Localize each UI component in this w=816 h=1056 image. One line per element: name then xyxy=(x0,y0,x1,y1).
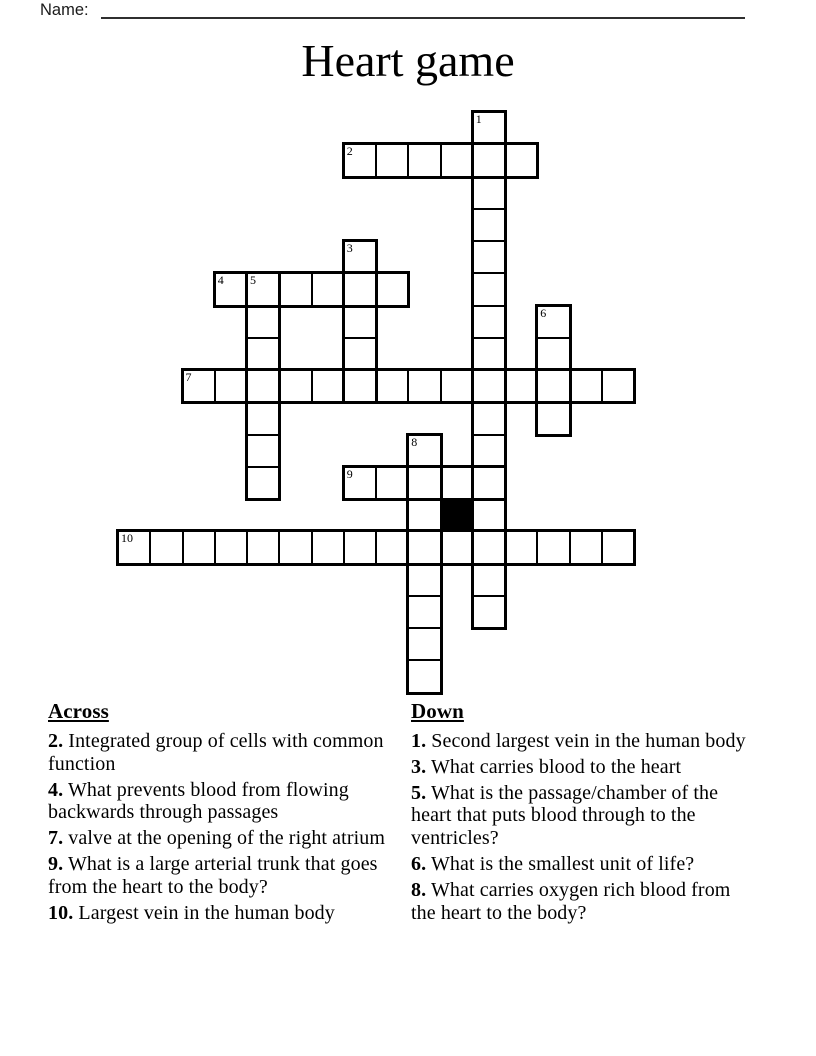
grid-cell[interactable] xyxy=(246,369,280,403)
clue-number-label: 5 xyxy=(250,273,256,288)
grid-cell[interactable] xyxy=(472,498,506,532)
grid-cell[interactable] xyxy=(407,659,441,693)
down-clue-item xyxy=(411,756,751,779)
grid-cell[interactable] xyxy=(214,369,248,403)
grid-cell[interactable] xyxy=(407,143,441,177)
grid-cell[interactable] xyxy=(343,272,377,306)
grid-cell[interactable] xyxy=(246,272,280,306)
grid-cell[interactable] xyxy=(246,466,280,500)
down-clue-item xyxy=(411,853,751,876)
clue-text: What is a large arterial trunk that goes from the heart to the body? xyxy=(48,852,378,898)
name-label: Name: xyxy=(40,1,89,19)
clue-number: 9. xyxy=(48,852,64,875)
grid-cell[interactable] xyxy=(246,337,280,371)
grid-cell[interactable] xyxy=(472,176,506,210)
grid-cell[interactable] xyxy=(343,337,377,371)
grid-cell[interactable] xyxy=(472,563,506,597)
grid-cell[interactable] xyxy=(375,466,409,500)
clue-number: 4. xyxy=(48,778,64,801)
clue-number: 2. xyxy=(48,729,64,752)
grid-cell[interactable] xyxy=(472,337,506,371)
down-clues xyxy=(411,700,751,927)
grid-cell[interactable] xyxy=(311,530,345,564)
clue-text: valve at the opening of the right atrium xyxy=(63,827,385,850)
grid-cell[interactable] xyxy=(504,369,538,403)
grid-cell[interactable] xyxy=(278,369,312,403)
grid-cell[interactable] xyxy=(407,563,441,597)
page-title: Heart game xyxy=(301,35,515,86)
grid-cell[interactable] xyxy=(375,272,409,306)
grid-cell[interactable] xyxy=(472,111,506,145)
grid-cell[interactable] xyxy=(407,498,441,532)
clue-text: What prevents blood from flowing backwards through passages xyxy=(48,778,349,824)
grid-cell[interactable] xyxy=(440,530,474,564)
across-heading: Across xyxy=(48,699,109,723)
across-clue-item xyxy=(48,827,416,850)
clue-number-label: 3 xyxy=(346,241,353,255)
grid-cell[interactable] xyxy=(407,595,441,629)
across-clue-item xyxy=(48,730,416,776)
grid-cell[interactable] xyxy=(504,143,538,177)
down-clue-item xyxy=(411,782,751,850)
clue-number-label: 4 xyxy=(217,273,224,288)
across-clue-item xyxy=(48,902,416,925)
grid-cell[interactable] xyxy=(407,434,441,468)
clue-number: 6. xyxy=(411,852,427,875)
down-clue-item xyxy=(411,879,751,925)
grid-cell[interactable] xyxy=(278,530,312,564)
clue-text: What is the smallest unit of life? xyxy=(426,852,695,875)
clue-number-label: 6 xyxy=(540,305,547,320)
grid-cell[interactable] xyxy=(569,369,603,403)
grid-cell[interactable] xyxy=(569,530,603,564)
across-clue-item xyxy=(48,853,416,899)
grid-cell[interactable] xyxy=(246,530,280,564)
grid-cell[interactable] xyxy=(311,272,345,306)
grid-cell[interactable] xyxy=(601,369,635,403)
grid-cell[interactable] xyxy=(472,595,506,629)
grid-cell[interactable] xyxy=(472,240,506,274)
clue-number: 3. xyxy=(411,755,427,778)
clue-text: Largest vein in the human body xyxy=(73,901,335,924)
grid-cell[interactable] xyxy=(246,305,280,339)
across-clue-list xyxy=(48,730,416,924)
grid-cell[interactable] xyxy=(472,434,506,468)
grid-cell[interactable] xyxy=(536,401,570,435)
clue-text: What is the passage/chamber of the heart that puts blood through to the ventricles? xyxy=(411,781,719,850)
grid-cell[interactable] xyxy=(311,369,345,403)
grid-cell[interactable] xyxy=(536,369,570,403)
grid-cell[interactable] xyxy=(343,240,377,274)
grid-cell[interactable] xyxy=(407,530,441,564)
across-clue-item xyxy=(48,779,416,825)
down-clue-list xyxy=(411,730,751,924)
grid-cell[interactable] xyxy=(407,369,441,403)
grid-cell[interactable] xyxy=(246,401,280,435)
grid-cell[interactable] xyxy=(472,530,506,564)
grid-cell[interactable] xyxy=(182,530,216,564)
down-heading: Down xyxy=(411,699,464,723)
clue-number: 1. xyxy=(411,729,427,752)
clue-number: 7. xyxy=(48,827,64,850)
grid-cell[interactable] xyxy=(278,272,312,306)
grid-cell[interactable] xyxy=(343,143,377,177)
grid-cell[interactable] xyxy=(440,369,474,403)
grid-cell[interactable] xyxy=(472,272,506,306)
clue-text: Integrated group of cells with common function xyxy=(48,729,384,775)
grid-cell[interactable] xyxy=(440,143,474,177)
grid-cell[interactable] xyxy=(375,530,409,564)
grid-cell[interactable] xyxy=(343,305,377,339)
grid-cell[interactable] xyxy=(407,466,441,500)
down-clue-item xyxy=(411,730,751,753)
clue-number-label: 1 xyxy=(475,112,482,126)
grid-cell[interactable] xyxy=(601,530,635,564)
clue-text: What carries blood to the heart xyxy=(426,755,682,778)
grid-cell[interactable] xyxy=(472,305,506,339)
grid-cell[interactable] xyxy=(472,466,506,500)
grid-cell[interactable] xyxy=(117,530,151,564)
grid-cell[interactable] xyxy=(504,530,538,564)
grid-cell[interactable] xyxy=(472,208,506,242)
grid-cell[interactable] xyxy=(536,305,570,339)
grid-cell[interactable] xyxy=(536,337,570,371)
grid-cell[interactable] xyxy=(214,530,248,564)
clue-number-label: 9 xyxy=(346,466,353,481)
clue-number-label: 8 xyxy=(411,434,418,449)
clue-number-label: 2 xyxy=(346,144,353,159)
clue-number: 5. xyxy=(411,781,427,804)
grid-cell[interactable] xyxy=(440,466,474,500)
grid-cell[interactable] xyxy=(149,530,183,564)
grid-cell[interactable] xyxy=(536,530,570,564)
clue-text: What carries oxygen rich blood from the heart to the body? xyxy=(411,878,731,924)
across-clues xyxy=(48,700,416,927)
grid-cell[interactable] xyxy=(343,369,377,403)
grid-cell[interactable] xyxy=(375,369,409,403)
blocked-cell xyxy=(440,498,474,532)
grid-cell[interactable] xyxy=(472,369,506,403)
grid-cell[interactable] xyxy=(343,530,377,564)
grid-cell[interactable] xyxy=(246,434,280,468)
clue-text: Second largest vein in the human body xyxy=(426,729,746,752)
clue-number: 8. xyxy=(411,878,427,901)
clue-number: 10. xyxy=(48,901,74,924)
grid-cell[interactable] xyxy=(407,627,441,661)
grid-cell[interactable] xyxy=(472,143,506,177)
grid-cell[interactable] xyxy=(472,401,506,435)
grid-cell[interactable] xyxy=(375,143,409,177)
clue-number-label: 7 xyxy=(185,370,192,384)
clue-number-label: 10 xyxy=(121,531,133,546)
grid-cell[interactable] xyxy=(214,272,248,306)
grid-cell[interactable] xyxy=(182,369,216,403)
grid-cell[interactable] xyxy=(343,466,377,500)
